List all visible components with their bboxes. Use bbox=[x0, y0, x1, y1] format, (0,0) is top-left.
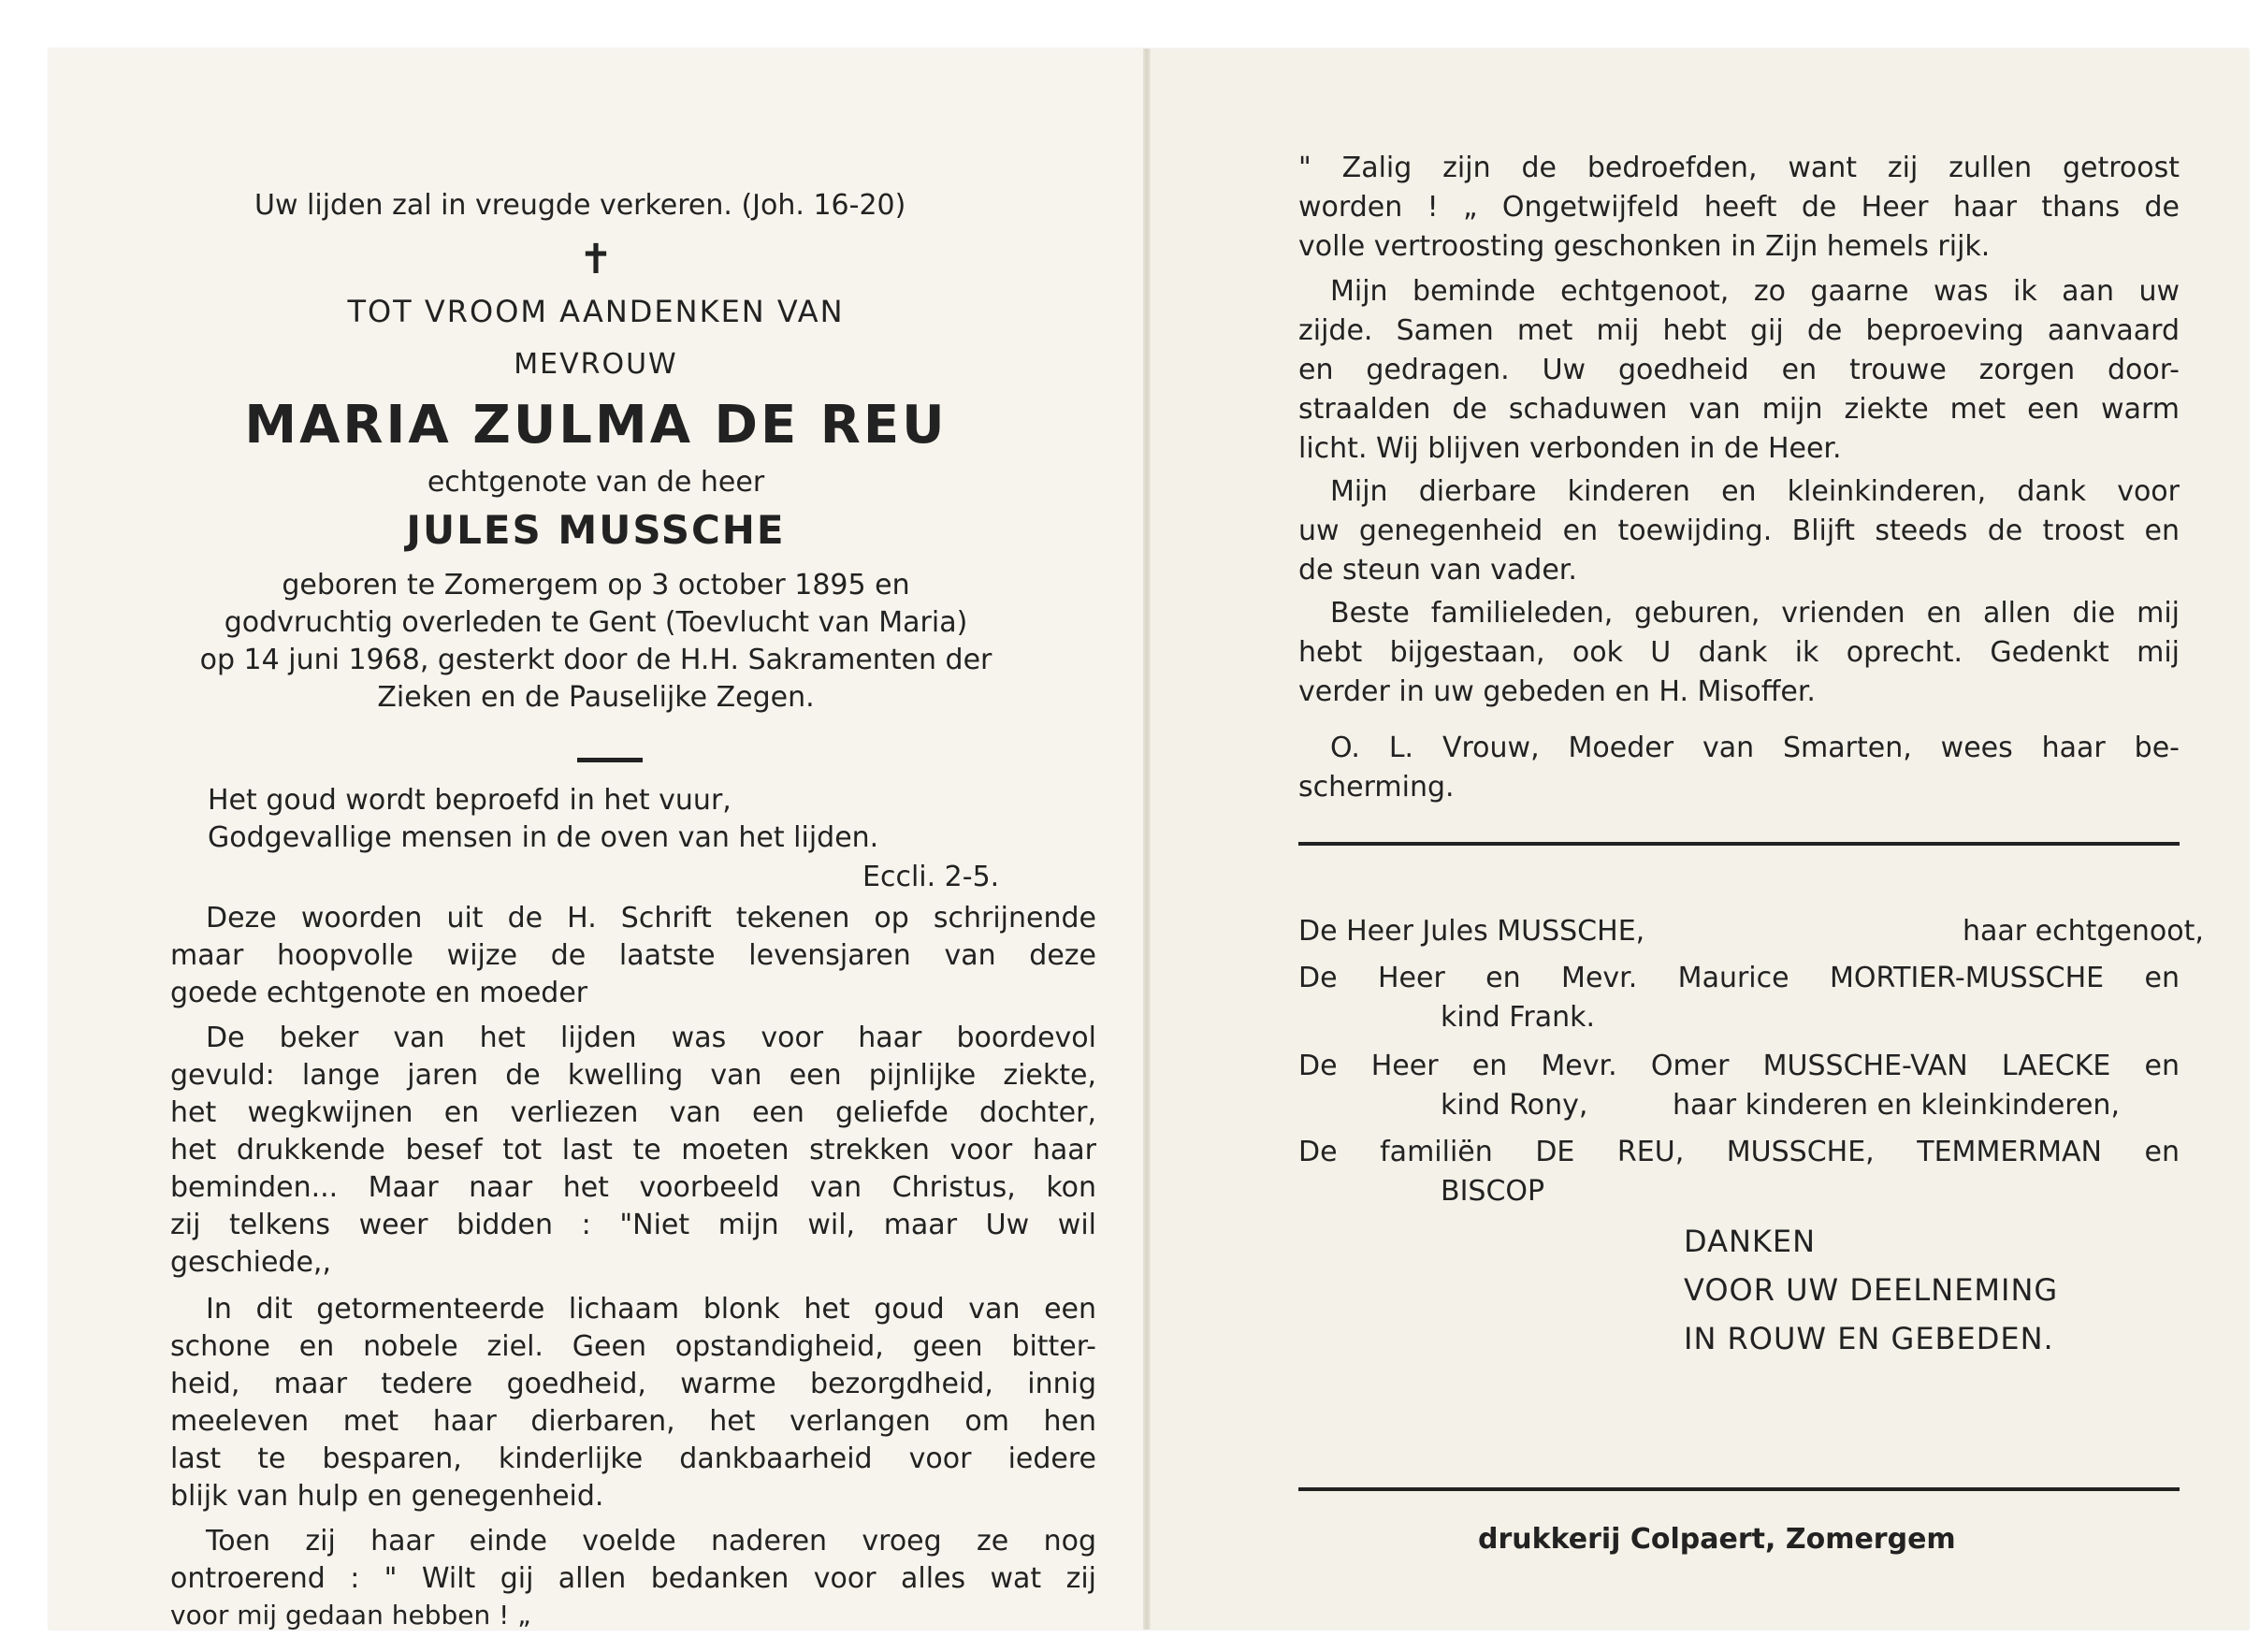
family-line: De Heer Jules MUSSCHE, bbox=[1298, 915, 1645, 948]
body-line: zij telkens weer bidden : "Niet mijn wil, maar Uw wil bbox=[170, 1209, 1096, 1241]
family-line: De Heer en Mevr. Maurice MORTIER-MUSSCHE en bbox=[1298, 962, 2180, 994]
body-line: heid, maar tedere goedheid, warme bezorgdheid, innig bbox=[170, 1368, 1096, 1400]
body-line: de steun van vader. bbox=[1298, 554, 1577, 587]
cross-icon: ✝ bbox=[578, 236, 614, 283]
epigraph: Uw lijden zal in vreugde verkeren. (Joh. 16-20) bbox=[254, 189, 906, 222]
thanks-line: IN ROUW EN GEBEDEN. bbox=[1684, 1321, 2054, 1356]
divider bbox=[577, 758, 643, 762]
body-line: blijk van hulp en genegenheid. bbox=[170, 1480, 604, 1513]
body-line: en gedragen. Uw goedheid en trouwe zorgen door- bbox=[1298, 354, 2180, 386]
body-line: gevuld: lange jaren de kwelling van een pijnlijke ziekte, bbox=[170, 1059, 1096, 1092]
body-line: worden ! „ Ongetwijfeld heeft de Heer haar thans de bbox=[1298, 191, 2180, 224]
body-line: geschiede,, bbox=[170, 1246, 332, 1279]
body-line: Deze woorden uit de H. Schrift tekenen op schrijnende bbox=[206, 902, 1096, 935]
body-line: " Zalig zijn de bedroefden, want zij zullen getroost bbox=[1298, 152, 2180, 184]
memorial-heading: TOT VROOM AANDENKEN VAN bbox=[347, 294, 845, 329]
quote-line: Godgevallige mensen in de oven van het lijden. bbox=[208, 821, 879, 854]
family-line: kind Rony, bbox=[1441, 1089, 1588, 1122]
body-line: Toen zij haar einde voelde naderen vroeg ze nog bbox=[206, 1525, 1096, 1558]
body-line: De beker van het lijden was voor haar boordevol bbox=[206, 1022, 1096, 1054]
body-line: Beste familieleden, geburen, vrienden en allen die mij bbox=[1330, 597, 2180, 630]
body-line: licht. Wij blijven verbonden in de Heer. bbox=[1298, 432, 1842, 465]
body-line: In dit getormenteerde lichaam blonk het goud van een bbox=[206, 1293, 1096, 1326]
right-panel bbox=[1151, 49, 2249, 1630]
family-role: haar kinderen en kleinkinderen, bbox=[1673, 1089, 2120, 1122]
divider bbox=[1298, 1487, 2180, 1491]
family-line: De familiën DE REU, MUSSCHE, TEMMERMAN en bbox=[1298, 1136, 2180, 1168]
birth-line: godvruchtig overleden te Gent (Toevlucht van Maria) bbox=[224, 606, 968, 639]
body-line: verder in uw gebeden en H. Misoffer. bbox=[1298, 675, 1816, 708]
spouse-label: echtgenote van de heer bbox=[427, 466, 765, 499]
divider bbox=[1298, 842, 2180, 846]
body-line: ontroerend : " Wilt gij allen bedanken voor alles wat zij bbox=[170, 1562, 1096, 1595]
body-line: beminden... Maar naar het voorbeeld van Christus, kon bbox=[170, 1171, 1096, 1204]
body-line: volle vertroosting geschonken in Zijn hemels rijk. bbox=[1298, 230, 1991, 263]
left-panel bbox=[49, 49, 1143, 1630]
family-line: BISCOP bbox=[1441, 1175, 1545, 1208]
body-line: het wegkwijnen en verliezen van een geliefde dochter, bbox=[170, 1096, 1096, 1129]
birth-line: geboren te Zomergem op 3 october 1895 en bbox=[282, 569, 910, 601]
body-line: maar hoopvolle wijze de laatste levensjaren van deze bbox=[170, 939, 1096, 972]
body-line: meeleven met haar dierbaren, het verlangen om hen bbox=[170, 1405, 1096, 1438]
spouse-name: JULES MUSSCHE bbox=[406, 507, 786, 553]
body-line: O. L. Vrouw, Moeder van Smarten, wees haar be- bbox=[1330, 732, 2180, 764]
body-line: Mijn dierbare kinderen en kleinkinderen, dank voor bbox=[1330, 475, 2180, 508]
body-line: Mijn beminde echtgenoot, zo gaarne was ik aan uw bbox=[1330, 275, 2180, 308]
body-line: hebt bijgestaan, ook U dank ik oprecht. Gedenkt mij bbox=[1298, 636, 2180, 669]
birth-line: Zieken en de Pauselijke Zegen. bbox=[377, 681, 815, 714]
body-line: straalden de schaduwen van mijn ziekte met een warm bbox=[1298, 393, 2180, 426]
body-line: scherming. bbox=[1298, 771, 1455, 804]
card-fold bbox=[1143, 49, 1151, 1630]
family-role: haar echtgenoot, bbox=[1963, 915, 2204, 948]
body-line: last te besparen, kinderlijke dankbaarheid voor iedere bbox=[170, 1442, 1096, 1475]
body-line: schone en nobele ziel. Geen opstandigheid, geen bitter- bbox=[170, 1330, 1096, 1363]
thanks-line: DANKEN bbox=[1684, 1224, 1817, 1259]
thanks-line: VOOR UW DEELNEMING bbox=[1684, 1272, 2059, 1308]
family-line: kind Frank. bbox=[1441, 1001, 1596, 1034]
quote-reference: Eccli. 2-5. bbox=[862, 861, 1000, 893]
body-line: voor mij gedaan hebben ! „ bbox=[170, 1600, 531, 1630]
memorial-card bbox=[49, 49, 2249, 1630]
quote-line: Het goud wordt beproefd in het vuur, bbox=[208, 784, 732, 817]
birth-line: op 14 juni 1968, gesterkt door de H.H. Sakramenten der bbox=[199, 644, 992, 676]
family-line: De Heer en Mevr. Omer MUSSCHE-VAN LAECKE en bbox=[1298, 1050, 2180, 1082]
deceased-name: MARIA ZULMA DE REU bbox=[244, 395, 948, 456]
title-mevrouw: MEVROUW bbox=[514, 348, 678, 381]
body-line: uw genegenheid en toewijding. Blijft steeds de troost en bbox=[1298, 514, 2180, 547]
printer-credit: drukkerij Colpaert, Zomergem bbox=[1478, 1523, 1956, 1556]
body-line: zijde. Samen met mij hebt gij de beproeving aanvaard bbox=[1298, 314, 2180, 347]
body-line: goede echtgenote en moeder bbox=[170, 977, 588, 1009]
body-line: het drukkende besef tot last te moeten strekken voor haar bbox=[170, 1134, 1096, 1167]
